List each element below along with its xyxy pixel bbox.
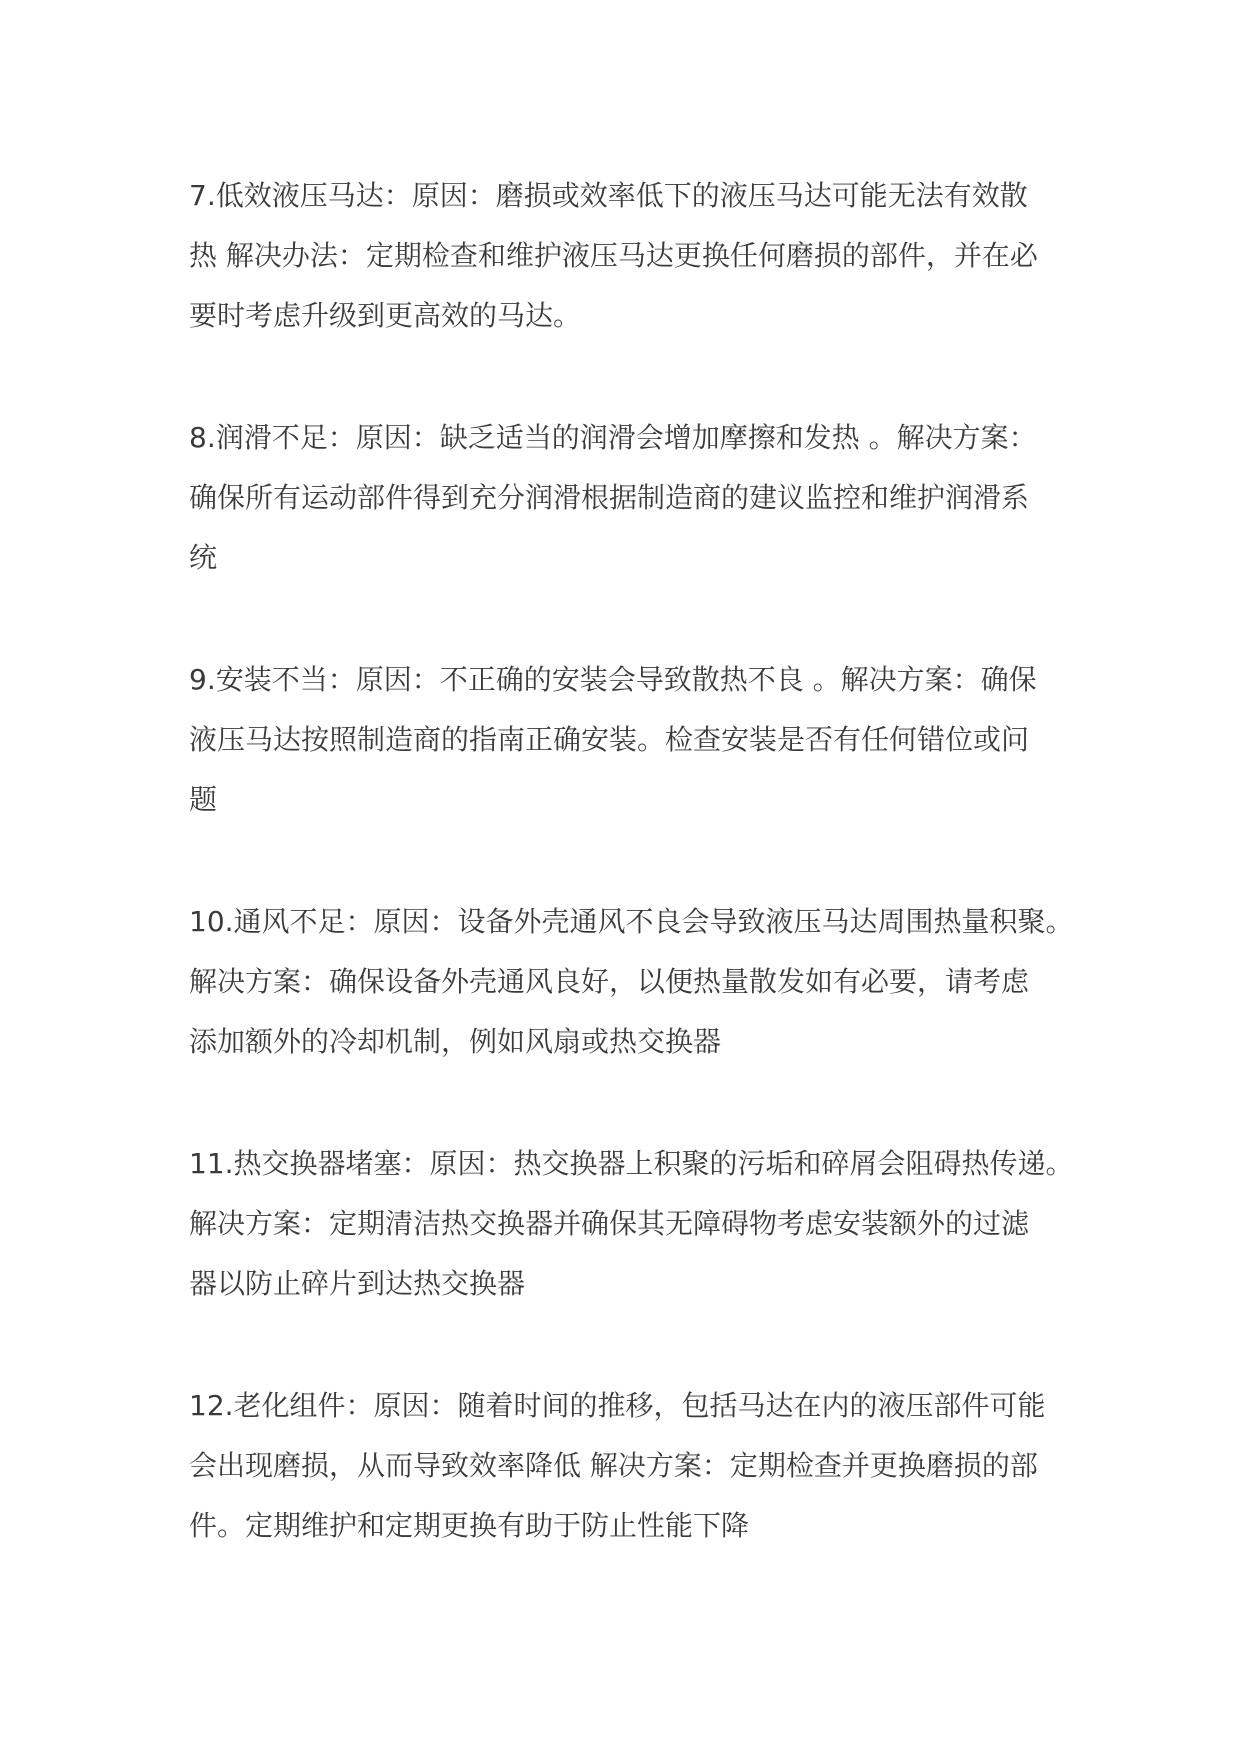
text-line: 11.热交换器堵塞：原因：热交换器上积聚的污垢和碎屑会阻碍热传递。 xyxy=(189,1147,1074,1180)
text-line: 12.老化组件：原因：随着时间的推移，包括马达在内的液压部件可能 xyxy=(189,1389,1046,1422)
text-line: 添加额外的冷却机制，例如风扇或热交换器 xyxy=(189,1025,722,1058)
text-line: 会出现磨损，从而导致效率降低 解决方案：定期检查并更换磨损的部 xyxy=(189,1449,1038,1482)
text-line: 9.安装不当：原因：不正确的安装会导致散热不良 。解决方案：确保 xyxy=(189,663,1037,696)
text-line: 确保所有运动部件得到充分润滑根据制造商的建议监控和维护润滑系 xyxy=(189,481,1030,514)
text-line: 要时考虑升级到更高效的马达。 xyxy=(189,299,582,332)
section-10-insufficient-ventilation xyxy=(189,892,1074,1072)
section-9-improper-installation xyxy=(189,650,1049,830)
section-11-heat-exchanger-clogging xyxy=(189,1134,1074,1314)
text-line: 7.低效液压马达：原因：磨损或效率低下的液压马达可能无法有效散 xyxy=(189,179,1028,212)
text-line: 件。定期维护和定期更换有助于防止性能下降 xyxy=(189,1509,750,1542)
text-line: 热 解决办法：定期检查和维护液压马达更换任何磨损的部件，并在必 xyxy=(189,239,1038,272)
text-line: 解决方案：定期清洁热交换器并确保其无障碍物考虑安装额外的过滤 xyxy=(189,1207,1030,1240)
section-12-aging-components xyxy=(189,1376,1049,1556)
text-line: 10.通风不足：原因：设备外壳通风不良会导致液压马达周围热量积聚。 xyxy=(189,905,1074,938)
text-line: 器以防止碎片到达热交换器 xyxy=(189,1267,526,1300)
text-line: 统 xyxy=(189,541,218,574)
text-line: 液压马达按照制造商的指南正确安装。检查安装是否有任何错位或问 xyxy=(189,723,1030,756)
section-7-low-efficiency-motor xyxy=(189,166,1049,346)
text-line: 解决方案：确保设备外壳通风良好，以便热量散发如有必要，请考虑 xyxy=(189,965,1030,998)
text-line: 题 xyxy=(189,783,218,816)
text-line: 8.润滑不足：原因：缺乏适当的润滑会增加摩擦和发热 。解决方案： xyxy=(189,421,1037,454)
section-8-insufficient-lubrication xyxy=(189,408,1049,588)
